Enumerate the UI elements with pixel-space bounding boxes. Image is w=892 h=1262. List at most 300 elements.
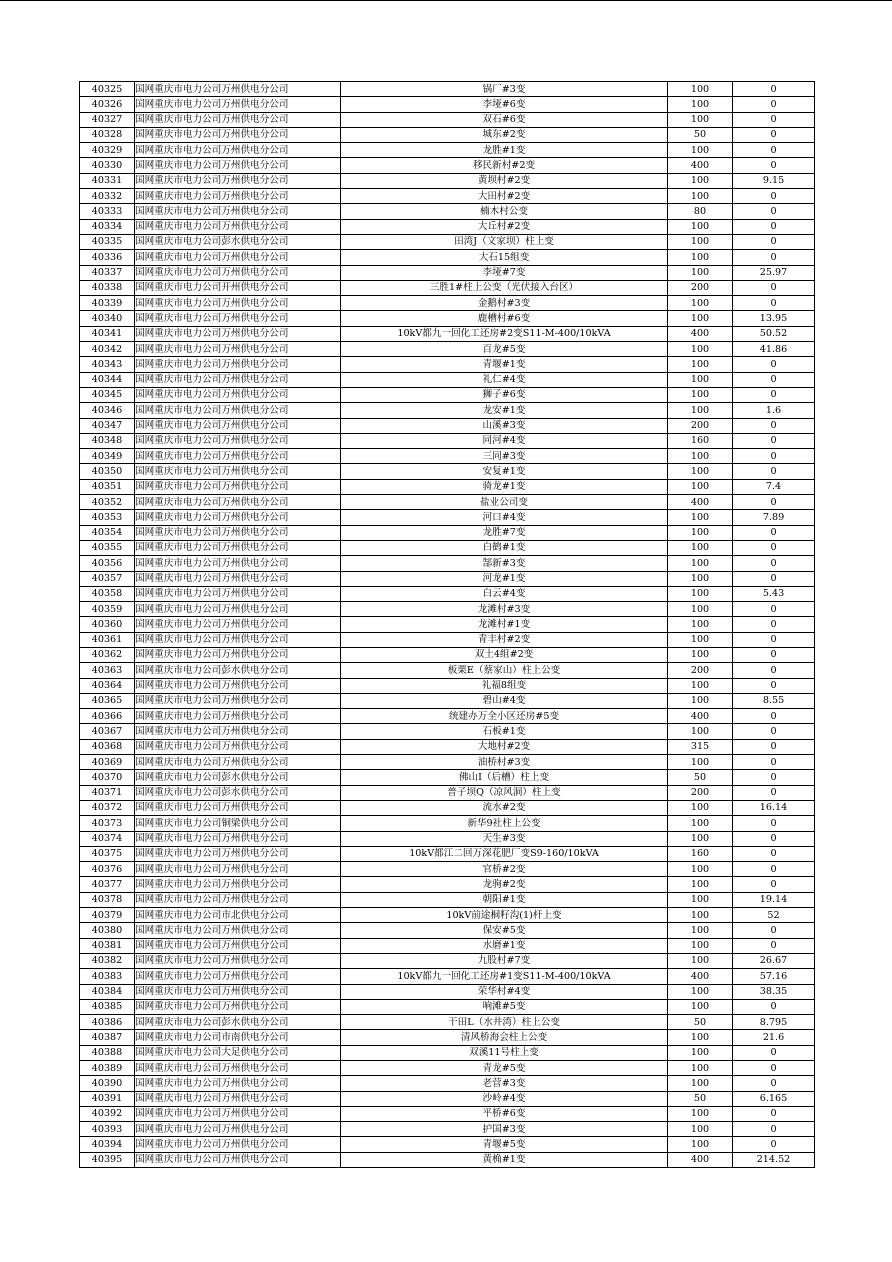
capacity-value-cell: 160 <box>668 846 733 861</box>
measured-value-cell: 0 <box>733 724 815 739</box>
company-name-cell: 国网重庆市电力公司万州供电分公司 <box>135 265 341 280</box>
table-row <box>80 785 815 800</box>
company-name-cell: 国网重庆市电力公司万州供电分公司 <box>135 647 341 662</box>
transformer-name-cell: 黄桷#1变 <box>341 1152 668 1167</box>
transformer-name-cell: 狮子#6变 <box>341 387 668 402</box>
company-name-cell: 国网重庆市电力公司万州供电分公司 <box>135 938 341 953</box>
row-id-cell: 40355 <box>80 540 135 555</box>
company-name-cell: 国网重庆市电力公司彭水供电分公司 <box>135 1015 341 1030</box>
row-id-cell: 40326 <box>80 97 135 112</box>
capacity-value-cell: 100 <box>668 540 733 555</box>
company-name-cell: 国网重庆市电力公司彭水供电分公司 <box>135 234 341 249</box>
measured-value-cell: 0 <box>733 862 815 877</box>
company-name-cell: 国网重庆市电力公司万州供电分公司 <box>135 693 341 708</box>
table-body <box>80 82 815 1168</box>
capacity-value-cell: 100 <box>668 693 733 708</box>
company-name-cell: 国网重庆市电力公司万州供电分公司 <box>135 342 341 357</box>
row-id-cell: 40335 <box>80 234 135 249</box>
row-id-cell: 40334 <box>80 219 135 234</box>
company-name-cell: 国网重庆市电力公司市南供电分公司 <box>135 1030 341 1045</box>
measured-value-cell: 0 <box>733 647 815 662</box>
company-name-cell: 国网重庆市电力公司万州供电分公司 <box>135 97 341 112</box>
transformer-name-cell: 城东#2变 <box>341 127 668 142</box>
measured-value-cell: 1.6 <box>733 403 815 418</box>
transformer-name-cell: 青龙#5变 <box>341 1061 668 1076</box>
table-row <box>80 999 815 1014</box>
table-row <box>80 357 815 372</box>
company-name-cell: 国网重庆市电力公司万州供电分公司 <box>135 311 341 326</box>
capacity-value-cell: 100 <box>668 999 733 1014</box>
row-id-cell: 40330 <box>80 158 135 173</box>
row-id-cell: 40340 <box>80 311 135 326</box>
measured-value-cell: 0 <box>733 112 815 127</box>
company-name-cell: 国网重庆市电力公司万州供电分公司 <box>135 357 341 372</box>
row-id-cell: 40327 <box>80 112 135 127</box>
capacity-value-cell: 100 <box>668 342 733 357</box>
transformer-name-cell: 朝阳#1变 <box>341 892 668 907</box>
row-id-cell: 40383 <box>80 969 135 984</box>
company-name-cell: 国网重庆市电力公司彭水供电分公司 <box>135 770 341 785</box>
measured-value-cell: 16.14 <box>733 800 815 815</box>
transformer-name-cell: 平桥#6变 <box>341 1106 668 1121</box>
measured-value-cell: 0 <box>733 189 815 204</box>
capacity-value-cell: 100 <box>668 724 733 739</box>
capacity-value-cell: 160 <box>668 433 733 448</box>
table-row <box>80 189 815 204</box>
capacity-value-cell: 100 <box>668 571 733 586</box>
company-name-cell: 国网重庆市电力公司万州供电分公司 <box>135 1137 341 1152</box>
table-row <box>80 892 815 907</box>
table-row <box>80 709 815 724</box>
company-name-cell: 国网重庆市电力公司万州供电分公司 <box>135 173 341 188</box>
measured-value-cell: 0 <box>733 678 815 693</box>
table-row <box>80 112 815 127</box>
measured-value-cell: 0 <box>733 464 815 479</box>
transformer-name-cell: 板栗E（蔡家山）柱上公变 <box>341 663 668 678</box>
transformer-name-cell: 楠木村公变 <box>341 204 668 219</box>
table-row <box>80 1137 815 1152</box>
row-id-cell: 40353 <box>80 510 135 525</box>
capacity-value-cell: 100 <box>668 1106 733 1121</box>
capacity-value-cell: 400 <box>668 158 733 173</box>
company-name-cell: 国网重庆市电力公司万州供电分公司 <box>135 433 341 448</box>
row-id-cell: 40395 <box>80 1152 135 1167</box>
row-id-cell: 40387 <box>80 1030 135 1045</box>
page-top-rule <box>0 0 892 1</box>
measured-value-cell: 0 <box>733 816 815 831</box>
row-id-cell: 40393 <box>80 1122 135 1137</box>
measured-value-cell: 41.86 <box>733 342 815 357</box>
capacity-value-cell: 100 <box>668 1045 733 1060</box>
row-id-cell: 40361 <box>80 632 135 647</box>
measured-value-cell: 0 <box>733 418 815 433</box>
capacity-value-cell: 100 <box>668 449 733 464</box>
row-id-cell: 40376 <box>80 862 135 877</box>
capacity-value-cell: 100 <box>668 464 733 479</box>
transformer-name-cell: 10kV前途桐籽沟(1)杆上变 <box>341 908 668 923</box>
measured-value-cell: 6.165 <box>733 1091 815 1106</box>
capacity-value-cell: 100 <box>668 862 733 877</box>
transformer-name-cell: 流水#2变 <box>341 800 668 815</box>
measured-value-cell: 0 <box>733 785 815 800</box>
company-name-cell: 国网重庆市电力公司万州供电分公司 <box>135 449 341 464</box>
measured-value-cell: 0 <box>733 1137 815 1152</box>
capacity-value-cell: 100 <box>668 357 733 372</box>
company-name-cell: 国网重庆市电力公司万州供电分公司 <box>135 495 341 510</box>
capacity-value-cell: 100 <box>668 250 733 265</box>
transformer-name-cell: 油桥村#3变 <box>341 755 668 770</box>
row-id-cell: 40371 <box>80 785 135 800</box>
measured-value-cell: 214.52 <box>733 1152 815 1167</box>
transformer-name-cell: 天生#3变 <box>341 831 668 846</box>
table-row <box>80 311 815 326</box>
table-row <box>80 831 815 846</box>
transformer-name-cell: 护国#3变 <box>341 1122 668 1137</box>
measured-value-cell: 26.67 <box>733 953 815 968</box>
table-row <box>80 816 815 831</box>
table-row <box>80 495 815 510</box>
measured-value-cell: 0 <box>733 127 815 142</box>
row-id-cell: 40378 <box>80 892 135 907</box>
table-row <box>80 938 815 953</box>
row-id-cell: 40374 <box>80 831 135 846</box>
table-row <box>80 877 815 892</box>
capacity-value-cell: 100 <box>668 311 733 326</box>
measured-value-cell: 0 <box>733 663 815 678</box>
row-id-cell: 40386 <box>80 1015 135 1030</box>
transformer-name-cell: 双溪11号柱上变 <box>341 1045 668 1060</box>
table-row <box>80 82 815 97</box>
transformer-name-cell: 山溪#3变 <box>341 418 668 433</box>
transformer-name-cell: 鹿槽村#6变 <box>341 311 668 326</box>
measured-value-cell: 0 <box>733 846 815 861</box>
company-name-cell: 国网重庆市电力公司万州供电分公司 <box>135 510 341 525</box>
row-id-cell: 40388 <box>80 1045 135 1060</box>
capacity-value-cell: 100 <box>668 510 733 525</box>
company-name-cell: 国网重庆市电力公司万州供电分公司 <box>135 204 341 219</box>
transformer-name-cell: 官桥#2变 <box>341 862 668 877</box>
row-id-cell: 40392 <box>80 1106 135 1121</box>
company-name-cell: 国网重庆市电力公司万州供电分公司 <box>135 617 341 632</box>
capacity-value-cell: 100 <box>668 234 733 249</box>
table-row <box>80 433 815 448</box>
table-row <box>80 632 815 647</box>
row-id-cell: 40328 <box>80 127 135 142</box>
company-name-cell: 国网重庆市电力公司万州供电分公司 <box>135 525 341 540</box>
row-id-cell: 40362 <box>80 647 135 662</box>
table-row <box>80 693 815 708</box>
table-row <box>80 372 815 387</box>
transformer-data-table <box>79 81 815 1168</box>
measured-value-cell: 50.52 <box>733 326 815 341</box>
measured-value-cell: 0 <box>733 602 815 617</box>
table-row <box>80 1061 815 1076</box>
transformer-name-cell: 龙胜#7变 <box>341 525 668 540</box>
transformer-name-cell: 大石15组变 <box>341 250 668 265</box>
capacity-value-cell: 100 <box>668 82 733 97</box>
transformer-name-cell: 碧山#4变 <box>341 693 668 708</box>
row-id-cell: 40342 <box>80 342 135 357</box>
transformer-name-cell: 保安#5变 <box>341 923 668 938</box>
row-id-cell: 40365 <box>80 693 135 708</box>
measured-value-cell: 0 <box>733 923 815 938</box>
transformer-name-cell: 盐业公司变 <box>341 495 668 510</box>
capacity-value-cell: 100 <box>668 602 733 617</box>
table-row <box>80 1106 815 1121</box>
row-id-cell: 40356 <box>80 556 135 571</box>
row-id-cell: 40343 <box>80 357 135 372</box>
table-row <box>80 127 815 142</box>
company-name-cell: 国网重庆市电力公司万州供电分公司 <box>135 969 341 984</box>
capacity-value-cell: 100 <box>668 189 733 204</box>
transformer-name-cell: 龙滩村#3变 <box>341 602 668 617</box>
row-id-cell: 40390 <box>80 1076 135 1091</box>
table-row <box>80 663 815 678</box>
table-row <box>80 540 815 555</box>
company-name-cell: 国网重庆市电力公司万州供电分公司 <box>135 1091 341 1106</box>
capacity-value-cell: 100 <box>668 1137 733 1152</box>
table-row <box>80 984 815 999</box>
capacity-value-cell: 100 <box>668 97 733 112</box>
company-name-cell: 国网重庆市电力公司万州供电分公司 <box>135 403 341 418</box>
row-id-cell: 40332 <box>80 189 135 204</box>
row-id-cell: 40344 <box>80 372 135 387</box>
transformer-name-cell: 统建办万全小区还房#5变 <box>341 709 668 724</box>
company-name-cell: 国网重庆市电力公司万州供电分公司 <box>135 1061 341 1076</box>
row-id-cell: 40367 <box>80 724 135 739</box>
table-row <box>80 1091 815 1106</box>
row-id-cell: 40325 <box>80 82 135 97</box>
row-id-cell: 40329 <box>80 143 135 158</box>
row-id-cell: 40394 <box>80 1137 135 1152</box>
row-id-cell: 40377 <box>80 877 135 892</box>
table-row <box>80 464 815 479</box>
capacity-value-cell: 100 <box>668 265 733 280</box>
measured-value-cell: 57.16 <box>733 969 815 984</box>
table-row <box>80 265 815 280</box>
measured-value-cell: 0 <box>733 999 815 1014</box>
capacity-value-cell: 100 <box>668 586 733 601</box>
measured-value-cell: 0 <box>733 709 815 724</box>
row-id-cell: 40382 <box>80 953 135 968</box>
company-name-cell: 国网重庆市电力公司铜梁供电分公司 <box>135 816 341 831</box>
table-row <box>80 342 815 357</box>
measured-value-cell: 5.43 <box>733 586 815 601</box>
row-id-cell: 40391 <box>80 1091 135 1106</box>
company-name-cell: 国网重庆市电力公司万州供电分公司 <box>135 739 341 754</box>
company-name-cell: 国网重庆市电力公司万州供电分公司 <box>135 112 341 127</box>
transformer-name-cell: 安复#1变 <box>341 464 668 479</box>
capacity-value-cell: 100 <box>668 831 733 846</box>
company-name-cell: 国网重庆市电力公司万州供电分公司 <box>135 602 341 617</box>
company-name-cell: 国网重庆市电力公司万州供电分公司 <box>135 1152 341 1167</box>
company-name-cell: 国网重庆市电力公司万州供电分公司 <box>135 999 341 1014</box>
transformer-name-cell: 九股村#7变 <box>341 953 668 968</box>
table-row <box>80 800 815 815</box>
table-row <box>80 158 815 173</box>
company-name-cell: 国网重庆市电力公司万州供电分公司 <box>135 464 341 479</box>
transformer-name-cell: 10kV都九一回化工还房#1变S11-M-400/10kVA <box>341 969 668 984</box>
table-row <box>80 1030 815 1045</box>
company-name-cell: 国网重庆市电力公司万州供电分公司 <box>135 372 341 387</box>
table-row <box>80 556 815 571</box>
row-id-cell: 40380 <box>80 923 135 938</box>
capacity-value-cell: 200 <box>668 418 733 433</box>
row-id-cell: 40341 <box>80 326 135 341</box>
company-name-cell: 国网重庆市电力公司万州供电分公司 <box>135 127 341 142</box>
table-row <box>80 862 815 877</box>
transformer-name-cell: 沙岭#4变 <box>341 1091 668 1106</box>
row-id-cell: 40384 <box>80 984 135 999</box>
measured-value-cell: 0 <box>733 770 815 785</box>
company-name-cell: 国网重庆市电力公司大足供电分公司 <box>135 1045 341 1060</box>
transformer-name-cell: 金鹅村#3变 <box>341 296 668 311</box>
transformer-name-cell: 清风桥海会柱上公变 <box>341 1030 668 1045</box>
measured-value-cell: 7.4 <box>733 479 815 494</box>
row-id-cell: 40346 <box>80 403 135 418</box>
company-name-cell: 国网重庆市电力公司万州供电分公司 <box>135 831 341 846</box>
measured-value-cell: 0 <box>733 204 815 219</box>
capacity-value-cell: 50 <box>668 770 733 785</box>
measured-value-cell: 38.35 <box>733 984 815 999</box>
measured-value-cell: 0 <box>733 1106 815 1121</box>
row-id-cell: 40339 <box>80 296 135 311</box>
measured-value-cell: 0 <box>733 357 815 372</box>
table-row <box>80 234 815 249</box>
capacity-value-cell: 100 <box>668 632 733 647</box>
capacity-value-cell: 200 <box>668 785 733 800</box>
measured-value-cell: 0 <box>733 831 815 846</box>
table-row <box>80 143 815 158</box>
capacity-value-cell: 100 <box>668 479 733 494</box>
measured-value-cell: 0 <box>733 250 815 265</box>
transformer-name-cell: 移民新村#2变 <box>341 158 668 173</box>
transformer-name-cell: 田湾J（文家坝）柱上变 <box>341 234 668 249</box>
capacity-value-cell: 100 <box>668 892 733 907</box>
capacity-value-cell: 100 <box>668 372 733 387</box>
measured-value-cell: 0 <box>733 143 815 158</box>
transformer-name-cell: 三胜1#柱上公变（光伏接入台区） <box>341 280 668 295</box>
company-name-cell: 国网重庆市电力公司万州供电分公司 <box>135 219 341 234</box>
capacity-value-cell: 100 <box>668 525 733 540</box>
company-name-cell: 国网重庆市电力公司万州供电分公司 <box>135 800 341 815</box>
capacity-value-cell: 100 <box>668 938 733 953</box>
table-row <box>80 1015 815 1030</box>
row-id-cell: 40333 <box>80 204 135 219</box>
company-name-cell: 国网重庆市电力公司万州供电分公司 <box>135 984 341 999</box>
row-id-cell: 40336 <box>80 250 135 265</box>
capacity-value-cell: 100 <box>668 1061 733 1076</box>
table-row <box>80 1152 815 1167</box>
table-row <box>80 953 815 968</box>
measured-value-cell: 0 <box>733 280 815 295</box>
table-row <box>80 586 815 601</box>
measured-value-cell: 25.97 <box>733 265 815 280</box>
table-row <box>80 969 815 984</box>
table-row <box>80 770 815 785</box>
table-row <box>80 724 815 739</box>
company-name-cell: 国网重庆市电力公司万州供电分公司 <box>135 877 341 892</box>
measured-value-cell: 0 <box>733 449 815 464</box>
row-id-cell: 40358 <box>80 586 135 601</box>
row-id-cell: 40347 <box>80 418 135 433</box>
company-name-cell: 国网重庆市电力公司万州供电分公司 <box>135 479 341 494</box>
capacity-value-cell: 100 <box>668 923 733 938</box>
table-row <box>80 418 815 433</box>
table-row <box>80 403 815 418</box>
company-name-cell: 国网重庆市电力公司万州供电分公司 <box>135 862 341 877</box>
measured-value-cell: 7.89 <box>733 510 815 525</box>
capacity-value-cell: 200 <box>668 663 733 678</box>
table-row <box>80 250 815 265</box>
transformer-name-cell: 龙滩村#1变 <box>341 617 668 632</box>
measured-value-cell: 52 <box>733 908 815 923</box>
row-id-cell: 40349 <box>80 449 135 464</box>
capacity-value-cell: 100 <box>668 800 733 815</box>
row-id-cell: 40351 <box>80 479 135 494</box>
company-name-cell: 国网重庆市电力公司万州供电分公司 <box>135 540 341 555</box>
company-name-cell: 国网重庆市电力公司万州供电分公司 <box>135 1106 341 1121</box>
transformer-name-cell: 大田村#2变 <box>341 189 668 204</box>
capacity-value-cell: 400 <box>668 969 733 984</box>
row-id-cell: 40385 <box>80 999 135 1014</box>
company-name-cell: 国网重庆市电力公司万州供电分公司 <box>135 846 341 861</box>
transformer-name-cell: 新华9社柱上公变 <box>341 816 668 831</box>
transformer-name-cell: 白鹤#1变 <box>341 540 668 555</box>
capacity-value-cell: 50 <box>668 127 733 142</box>
transformer-name-cell: 河口#4变 <box>341 510 668 525</box>
company-name-cell: 国网重庆市电力公司万州供电分公司 <box>135 586 341 601</box>
measured-value-cell: 0 <box>733 571 815 586</box>
table-row <box>80 525 815 540</box>
row-id-cell: 40337 <box>80 265 135 280</box>
row-id-cell: 40370 <box>80 770 135 785</box>
table-row <box>80 908 815 923</box>
table-row <box>80 204 815 219</box>
capacity-value-cell: 100 <box>668 1122 733 1137</box>
measured-value-cell: 8.795 <box>733 1015 815 1030</box>
capacity-value-cell: 100 <box>668 173 733 188</box>
company-name-cell: 国网重庆市电力公司万州供电分公司 <box>135 953 341 968</box>
measured-value-cell: 0 <box>733 372 815 387</box>
company-name-cell: 国网重庆市电力公司开州供电分公司 <box>135 280 341 295</box>
capacity-value-cell: 100 <box>668 678 733 693</box>
transformer-name-cell: 河龙#1变 <box>341 571 668 586</box>
transformer-name-cell: 佛山I（后槽）柱上变 <box>341 770 668 785</box>
company-name-cell: 国网重庆市电力公司万州供电分公司 <box>135 709 341 724</box>
row-id-cell: 40357 <box>80 571 135 586</box>
measured-value-cell: 0 <box>733 1122 815 1137</box>
company-name-cell: 国网重庆市电力公司万州供电分公司 <box>135 678 341 693</box>
row-id-cell: 40364 <box>80 678 135 693</box>
capacity-value-cell: 100 <box>668 755 733 770</box>
transformer-name-cell: 骑龙#1变 <box>341 479 668 494</box>
transformer-name-cell: 10kV都江二回万深花肥厂变S9-160/10kVA <box>341 846 668 861</box>
transformer-name-cell: 石板#1变 <box>341 724 668 739</box>
transformer-name-cell: 荣华村#4变 <box>341 984 668 999</box>
transformer-name-cell: 青丰村#2变 <box>341 632 668 647</box>
row-id-cell: 40338 <box>80 280 135 295</box>
measured-value-cell: 0 <box>733 556 815 571</box>
table-row <box>80 449 815 464</box>
row-id-cell: 40373 <box>80 816 135 831</box>
measured-value-cell: 0 <box>733 296 815 311</box>
transformer-name-cell: 大地村#2变 <box>341 739 668 754</box>
row-id-cell: 40354 <box>80 525 135 540</box>
transformer-name-cell: 双土4组#2变 <box>341 647 668 662</box>
table-row <box>80 510 815 525</box>
row-id-cell: 40369 <box>80 755 135 770</box>
